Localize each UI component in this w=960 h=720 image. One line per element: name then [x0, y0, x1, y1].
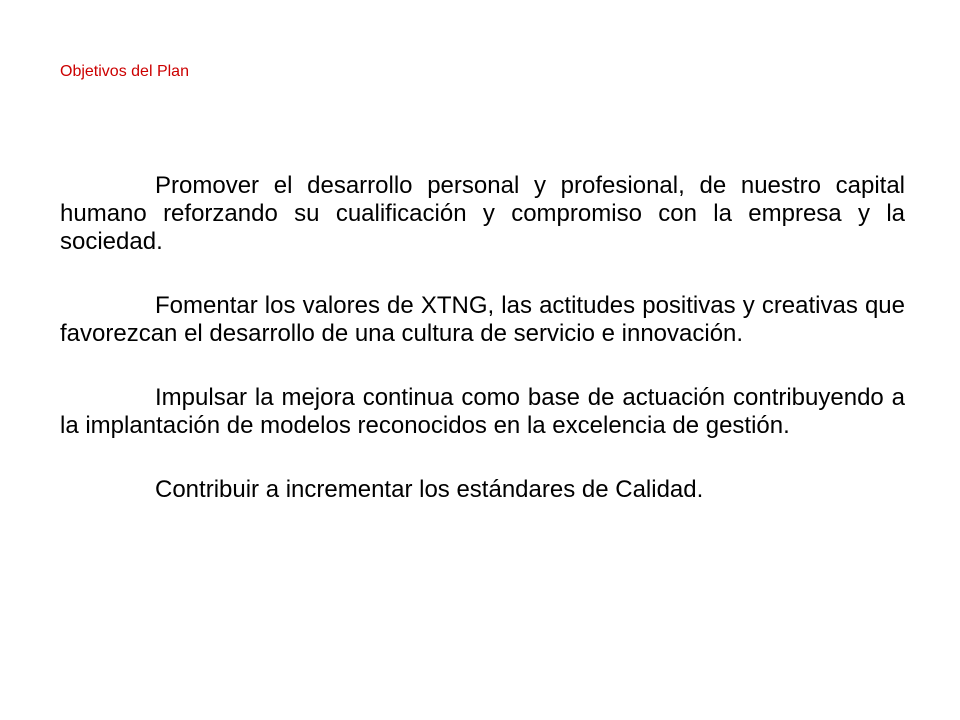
objective-paragraph: Impulsar la mejora continua como base de actuación contribuyendo a la implantación de modelos reconocidos en la excelencia de gestión. [60, 384, 905, 439]
objective-paragraph: Contribuir a incrementar los estándares de Calidad. [155, 476, 704, 503]
slide-title: Objetivos del Plan [60, 63, 189, 80]
slide-body [60, 172, 905, 540]
objective-paragraph: Fomentar los valores de XTNG, las actitudes positivas y creativas que favorezcan el desarrollo de una cultura de servicio e innovación. [60, 292, 905, 347]
objective-paragraph: Promover el desarrollo personal y profesional, de nuestro capital humano reforzando su cualificación y compromiso con la empresa y la sociedad. [60, 172, 905, 255]
